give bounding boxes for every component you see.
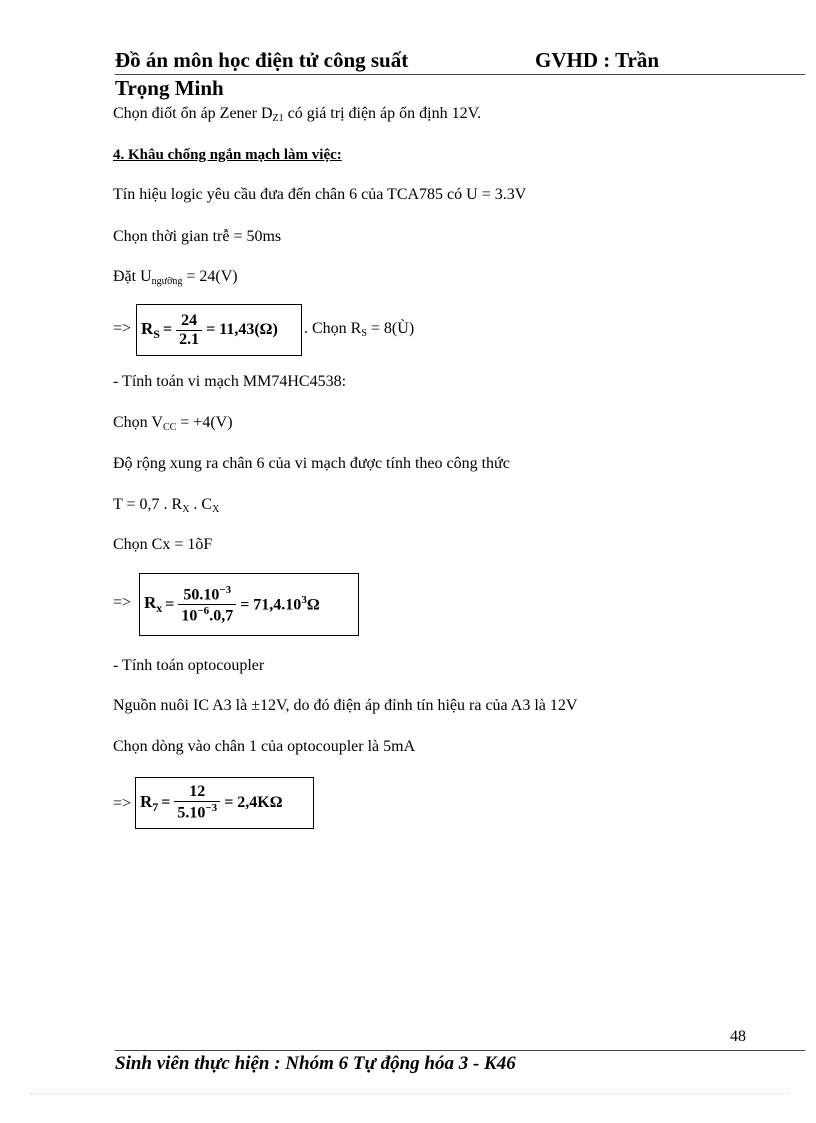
r7-denominator: $5.10^{-3}$ <box>174 801 220 822</box>
rx-formula-box <box>139 573 359 636</box>
rx-variable: $R_x$ <box>144 593 163 615</box>
rs-result: = 11,43(Ω) <box>206 321 278 338</box>
mm74-heading: - Tính toán vi mạch MM74HC4538: <box>113 373 347 390</box>
t-formula-text: T = 0,7 . R <box>113 496 183 513</box>
supply-paragraph: Nguồn nuôi IC A3 là ±12V, do đó điện áp đỉnh tín hiệu ra của A3 là 12V <box>113 697 578 714</box>
t-formula-paragraph <box>113 496 219 515</box>
threshold-text: Đặt U <box>113 268 152 285</box>
vcc-paragraph <box>113 414 233 433</box>
rx-fraction <box>178 584 236 626</box>
rs-choice-value: = 8(Ù) <box>366 320 415 337</box>
header-title-line <box>115 48 805 73</box>
optocoupler-heading: - Tính toán optocoupler <box>113 657 265 674</box>
advisor-name-continued: Trọng Minh <box>115 76 224 100</box>
rs-fraction <box>176 312 202 349</box>
advisor-label: GVHD : Trần <box>535 48 660 72</box>
threshold-subscript: ngưỡng <box>151 276 183 287</box>
rs-arrow: => <box>113 320 132 337</box>
r7-arrow: => <box>113 795 132 812</box>
r7-variable: $R_7$ <box>140 791 159 814</box>
section-4-heading: 4. Khâu chống ngắn mạch làm việc: <box>113 147 342 163</box>
vcc-text: Chọn V <box>113 414 163 431</box>
t-formula-sub-cx: X <box>212 504 220 515</box>
zener-text: Chọn điốt ổn áp Zener D <box>113 105 273 122</box>
vcc-subscript: CC <box>162 422 177 433</box>
zener-choice-paragraph <box>113 105 481 124</box>
page-bottom-edge <box>30 1093 790 1094</box>
rs-choice-subscript: S <box>361 328 367 339</box>
r7-equals: = <box>161 794 171 811</box>
logic-signal-paragraph: Tín hiệu logic yêu cầu đưa đến chân 6 của TCA785 có U = 3.3V <box>113 186 527 203</box>
t-formula-sub-rx: X <box>182 504 190 515</box>
cx-choice-paragraph: Chọn Cx = 1õF <box>113 536 213 553</box>
rx-arrow: => <box>113 594 132 611</box>
rs-denominator: 2.1 <box>176 330 202 349</box>
footer-student-info: Sinh viên thực hiện : Nhóm 6 Tự động hóa 3 - K46 <box>115 1053 516 1074</box>
rx-equals: = <box>165 595 175 613</box>
r7-numerator: 12 <box>189 783 206 801</box>
r7-fraction <box>174 783 220 822</box>
rx-denominator: $10^{-6}.0,7$ <box>178 604 236 625</box>
zener-text-tail: có giá trị điện áp ổn định 12V. <box>283 105 482 122</box>
r7-formula-box <box>135 777 314 829</box>
threshold-value: = 24(V) <box>182 268 238 285</box>
rx-result: = $71,4.10^3\Omega$ <box>240 594 320 614</box>
header-divider <box>115 74 805 75</box>
rs-choice-text: . Chọn R <box>304 320 362 337</box>
rx-numerator: $50.10^{-3}$ <box>183 583 232 603</box>
r7-result: = 2,4KΩ <box>224 794 283 811</box>
rs-choice <box>304 320 414 339</box>
rs-formula-box <box>136 304 302 356</box>
rs-numerator: 24 <box>181 311 198 329</box>
rs-variable: $R_S$ <box>141 318 160 341</box>
rs-equals: = <box>162 321 173 338</box>
pulse-width-paragraph: Độ rộng xung ra chân 6 của vi mạch được tính theo công thức <box>113 455 510 472</box>
footer-divider <box>115 1050 805 1051</box>
current-paragraph: Chọn dòng vào chân 1 của optocoupler là 5mA <box>113 738 416 755</box>
threshold-paragraph <box>113 268 238 287</box>
vcc-value: = +4(V) <box>176 414 233 431</box>
delay-paragraph: Chọn thời gian trễ = 50ms <box>113 228 282 245</box>
zener-subscript: Z1 <box>272 113 284 124</box>
document-title: Đồ án môn học điện tử công suất <box>115 48 409 72</box>
page-number: 48 <box>730 1028 746 1045</box>
t-formula-text-c: . C <box>189 496 213 513</box>
